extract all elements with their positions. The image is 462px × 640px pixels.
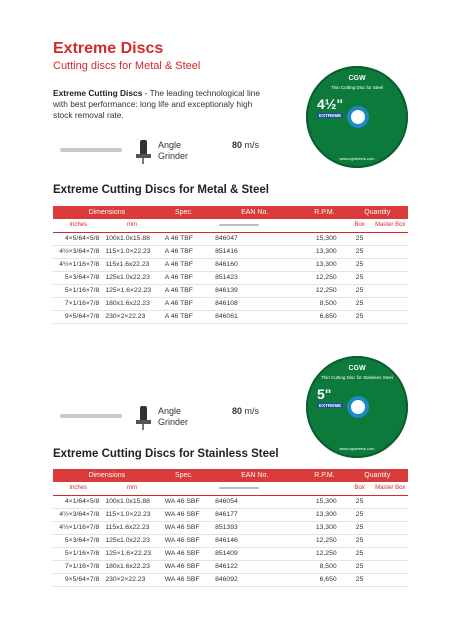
cell-master-box: [373, 547, 409, 560]
cell-mm: 230×2×22.23: [103, 310, 160, 323]
table-row: [53, 232, 408, 245]
cell-ean: 851416: [207, 245, 302, 258]
cell-ean: 846177: [207, 508, 302, 521]
subheader-mm: mm: [103, 482, 160, 495]
cell-inches: 7×1/16×7/8: [53, 560, 103, 573]
cell-ean: 846139: [207, 284, 302, 297]
cell-inches: 5×3/64×7/8: [53, 534, 103, 547]
cell-spec: A 46 TBF: [161, 310, 207, 323]
cell-master-box: [373, 297, 409, 310]
header-spec: Spec.: [161, 206, 207, 219]
cell-mm: 100x1.0x15.88: [103, 232, 160, 245]
subheader-rpm-blank: [302, 219, 346, 232]
cell-spec: WA 46 SBF: [161, 508, 207, 521]
cell-rpm: 12,250: [302, 534, 346, 547]
cell-spec: A 46 TBF: [161, 245, 207, 258]
cell-inches: 4½×3/64×7/8: [53, 245, 103, 258]
tool-info-stainless: [60, 406, 275, 432]
cell-master-box: [373, 232, 409, 245]
disc-tagline: Thin Cutting Disc for Stainless Steel: [321, 375, 393, 380]
tool-label: Angle Grinder: [158, 140, 189, 161]
table-row: [53, 560, 408, 573]
header-ean: EAN No.: [207, 469, 302, 482]
cell-inches: 4½×3/64×7/8: [53, 508, 103, 521]
description-lead: Extreme Cutting Discs: [53, 88, 143, 98]
cell-box: 25: [347, 271, 373, 284]
table-row: [53, 271, 408, 284]
cell-ean: 846146: [207, 534, 302, 547]
header-quantity: Quantity: [347, 469, 408, 482]
cell-box: 25: [347, 245, 373, 258]
disc-center-hole-icon: [347, 396, 369, 418]
cell-ean: 846122: [207, 560, 302, 573]
subheader-inches: Inches: [53, 219, 103, 232]
page-title: Extreme Discs: [53, 40, 164, 57]
cell-mm: 180x1.6x22.23: [103, 297, 160, 310]
cell-inches: 4×1/64×5/8: [53, 495, 103, 508]
header-ean: EAN No.: [207, 206, 302, 219]
disc-website: www.cgwheels.com: [339, 156, 375, 161]
disc-grade: EXTREME: [319, 113, 342, 118]
cell-ean: 846061: [207, 310, 302, 323]
brand-logo: CGW: [348, 75, 366, 82]
disc-size: 4½": [317, 96, 344, 112]
table-row: [53, 573, 408, 586]
product-disc-image: [306, 66, 408, 168]
subheader-spec-blank: [161, 219, 207, 232]
subheader-master-box: Master Box: [373, 219, 409, 232]
cell-master-box: [373, 495, 409, 508]
cell-spec: A 46 TBF: [161, 232, 207, 245]
cell-spec: A 46 TBF: [161, 284, 207, 297]
cell-rpm: 6,650: [302, 310, 346, 323]
cell-rpm: 13,300: [302, 521, 346, 534]
cell-master-box: [373, 573, 409, 586]
subheader-box: Box: [347, 482, 373, 495]
header-dimensions: Dimensions: [53, 469, 161, 482]
disc-side-view-icon: [60, 148, 122, 152]
cell-ean: 846054: [207, 495, 302, 508]
subheader-ean-blank: [271, 219, 303, 232]
cell-spec: A 46 TBF: [161, 297, 207, 310]
cell-box: 25: [347, 284, 373, 297]
spec-table-stainless: [53, 469, 408, 587]
product-description: [53, 88, 268, 121]
disc-website: www.cgwheels.com: [339, 446, 375, 451]
cell-mm: 125x1.0x22.23: [103, 271, 160, 284]
cell-rpm: 13,300: [302, 258, 346, 271]
cell-ean: 846108: [207, 297, 302, 310]
cell-mm: 100x1.0x15.88: [103, 495, 160, 508]
angle-grinder-icon: [136, 140, 152, 164]
cell-rpm: 8,500: [302, 560, 346, 573]
table-row: [53, 521, 408, 534]
cell-mm: 125x1.0x22.23: [103, 534, 160, 547]
cell-box: 25: [347, 258, 373, 271]
disc-side-view-icon: [60, 414, 122, 418]
cell-rpm: 8,500: [302, 297, 346, 310]
cell-ean: 851423: [207, 271, 302, 284]
subheader-spec-blank: [161, 482, 207, 495]
description-text: - The leading technological line with best performance: long life and exceptionaly high stock removal rate.: [53, 88, 260, 120]
cell-mm: 125×1.6×22.23: [103, 547, 160, 560]
cell-rpm: 15,300: [302, 495, 346, 508]
cell-ean: 851393: [207, 521, 302, 534]
table-row: [53, 297, 408, 310]
spec-table-metal: [53, 206, 408, 324]
cell-ean: 846092: [207, 573, 302, 586]
cell-master-box: [373, 310, 409, 323]
cell-inches: 9×5/64×7/8: [53, 310, 103, 323]
cell-spec: A 46 TBF: [161, 258, 207, 271]
header-rpm: R.P.M.: [302, 206, 346, 219]
cell-master-box: [373, 521, 409, 534]
cell-inches: 4½×1/16×7/8: [53, 258, 103, 271]
tool-info-metal: [60, 140, 275, 166]
brand-logo: CGW: [348, 365, 366, 372]
cell-mm: 230×2×22.23: [103, 573, 160, 586]
cell-box: 25: [347, 534, 373, 547]
table-row: [53, 495, 408, 508]
product-disc-image: [306, 356, 408, 458]
subheader-box: Box: [347, 219, 373, 232]
disc-size: 5": [317, 386, 332, 402]
page-subtitle: Cutting discs for Metal & Steel: [53, 60, 201, 72]
subheader-ean-blank: [271, 482, 303, 495]
cell-mm: 115x1.6x22.23: [103, 258, 160, 271]
table-row: [53, 534, 408, 547]
cell-box: 25: [347, 495, 373, 508]
tool-speed: 80 m/s: [232, 140, 260, 150]
section-title-stainless: Extreme Cutting Discs for Stainless Steel: [53, 448, 279, 460]
cell-box: 25: [347, 573, 373, 586]
cell-mm: 115×1.0×22.23: [103, 508, 160, 521]
table-row: [53, 245, 408, 258]
tool-label: Angle Grinder: [158, 406, 189, 427]
cell-box: 25: [347, 297, 373, 310]
header-spec: Spec.: [161, 469, 207, 482]
subheader-rpm-blank: [302, 482, 346, 495]
disc-center-hole-icon: [347, 106, 369, 128]
cell-box: 25: [347, 560, 373, 573]
cell-master-box: [373, 258, 409, 271]
table-row: [53, 508, 408, 521]
cell-box: 25: [347, 508, 373, 521]
disc-grade: EXTREME: [319, 403, 342, 408]
cell-inches: 5×1/16×7/8: [53, 547, 103, 560]
table-row: [53, 284, 408, 297]
cell-rpm: 12,250: [302, 547, 346, 560]
cell-box: 25: [347, 310, 373, 323]
cell-box: 25: [347, 547, 373, 560]
subheader-mm: mm: [103, 219, 160, 232]
cell-inches: 5×3/64×7/8: [53, 271, 103, 284]
cell-ean: 846047: [207, 232, 302, 245]
cell-inches: 7×1/16×7/8: [53, 297, 103, 310]
cell-master-box: [373, 271, 409, 284]
table-row: [53, 258, 408, 271]
cell-spec: WA 46 SBF: [161, 495, 207, 508]
cell-box: 25: [347, 232, 373, 245]
subheader-inches: Inches: [53, 482, 103, 495]
cell-mm: 115x1.6x22.23: [103, 521, 160, 534]
cell-master-box: [373, 245, 409, 258]
header-quantity: Quantity: [347, 206, 408, 219]
cell-spec: WA 46 SBF: [161, 573, 207, 586]
cell-rpm: 6,650: [302, 573, 346, 586]
header-dimensions: Dimensions: [53, 206, 161, 219]
tool-speed: 80 m/s: [232, 406, 260, 416]
cell-inches: 5×1/16×7/8: [53, 284, 103, 297]
cell-spec: WA 46 SBF: [161, 534, 207, 547]
table-row: [53, 310, 408, 323]
cell-mm: 180x1.6x22.23: [103, 560, 160, 573]
cell-rpm: 15,300: [302, 232, 346, 245]
cell-inches: 4×5/64×5/8: [53, 232, 103, 245]
cell-spec: A 46 TBF: [161, 271, 207, 284]
cell-ean: 851409: [207, 547, 302, 560]
cell-rpm: 12,250: [302, 284, 346, 297]
cell-rpm: 12,250: [302, 271, 346, 284]
cell-mm: 115×1.0×22.23: [103, 245, 160, 258]
cell-spec: WA 46 SBF: [161, 521, 207, 534]
cell-master-box: [373, 534, 409, 547]
cell-master-box: [373, 508, 409, 521]
cell-mm: 125×1.6×22.23: [103, 284, 160, 297]
disc-edge-icon: [207, 219, 271, 232]
header-rpm: R.P.M.: [302, 469, 346, 482]
cell-master-box: [373, 284, 409, 297]
cell-inches: 4½×1/16×7/8: [53, 521, 103, 534]
subheader-master-box: Master Box: [373, 482, 409, 495]
cell-spec: WA 46 SBF: [161, 560, 207, 573]
angle-grinder-icon: [136, 406, 152, 430]
cell-inches: 9×5/64×7/8: [53, 573, 103, 586]
cell-ean: 846160: [207, 258, 302, 271]
cell-box: 25: [347, 521, 373, 534]
cell-master-box: [373, 560, 409, 573]
cell-spec: WA 46 SBF: [161, 547, 207, 560]
table-row: [53, 547, 408, 560]
disc-edge-icon: [207, 482, 271, 495]
section-title-metal: Extreme Cutting Discs for Metal & Steel: [53, 184, 269, 196]
disc-tagline: Thin Cutting Disc for Steel: [330, 85, 384, 90]
cell-rpm: 13,300: [302, 245, 346, 258]
cell-rpm: 13,300: [302, 508, 346, 521]
